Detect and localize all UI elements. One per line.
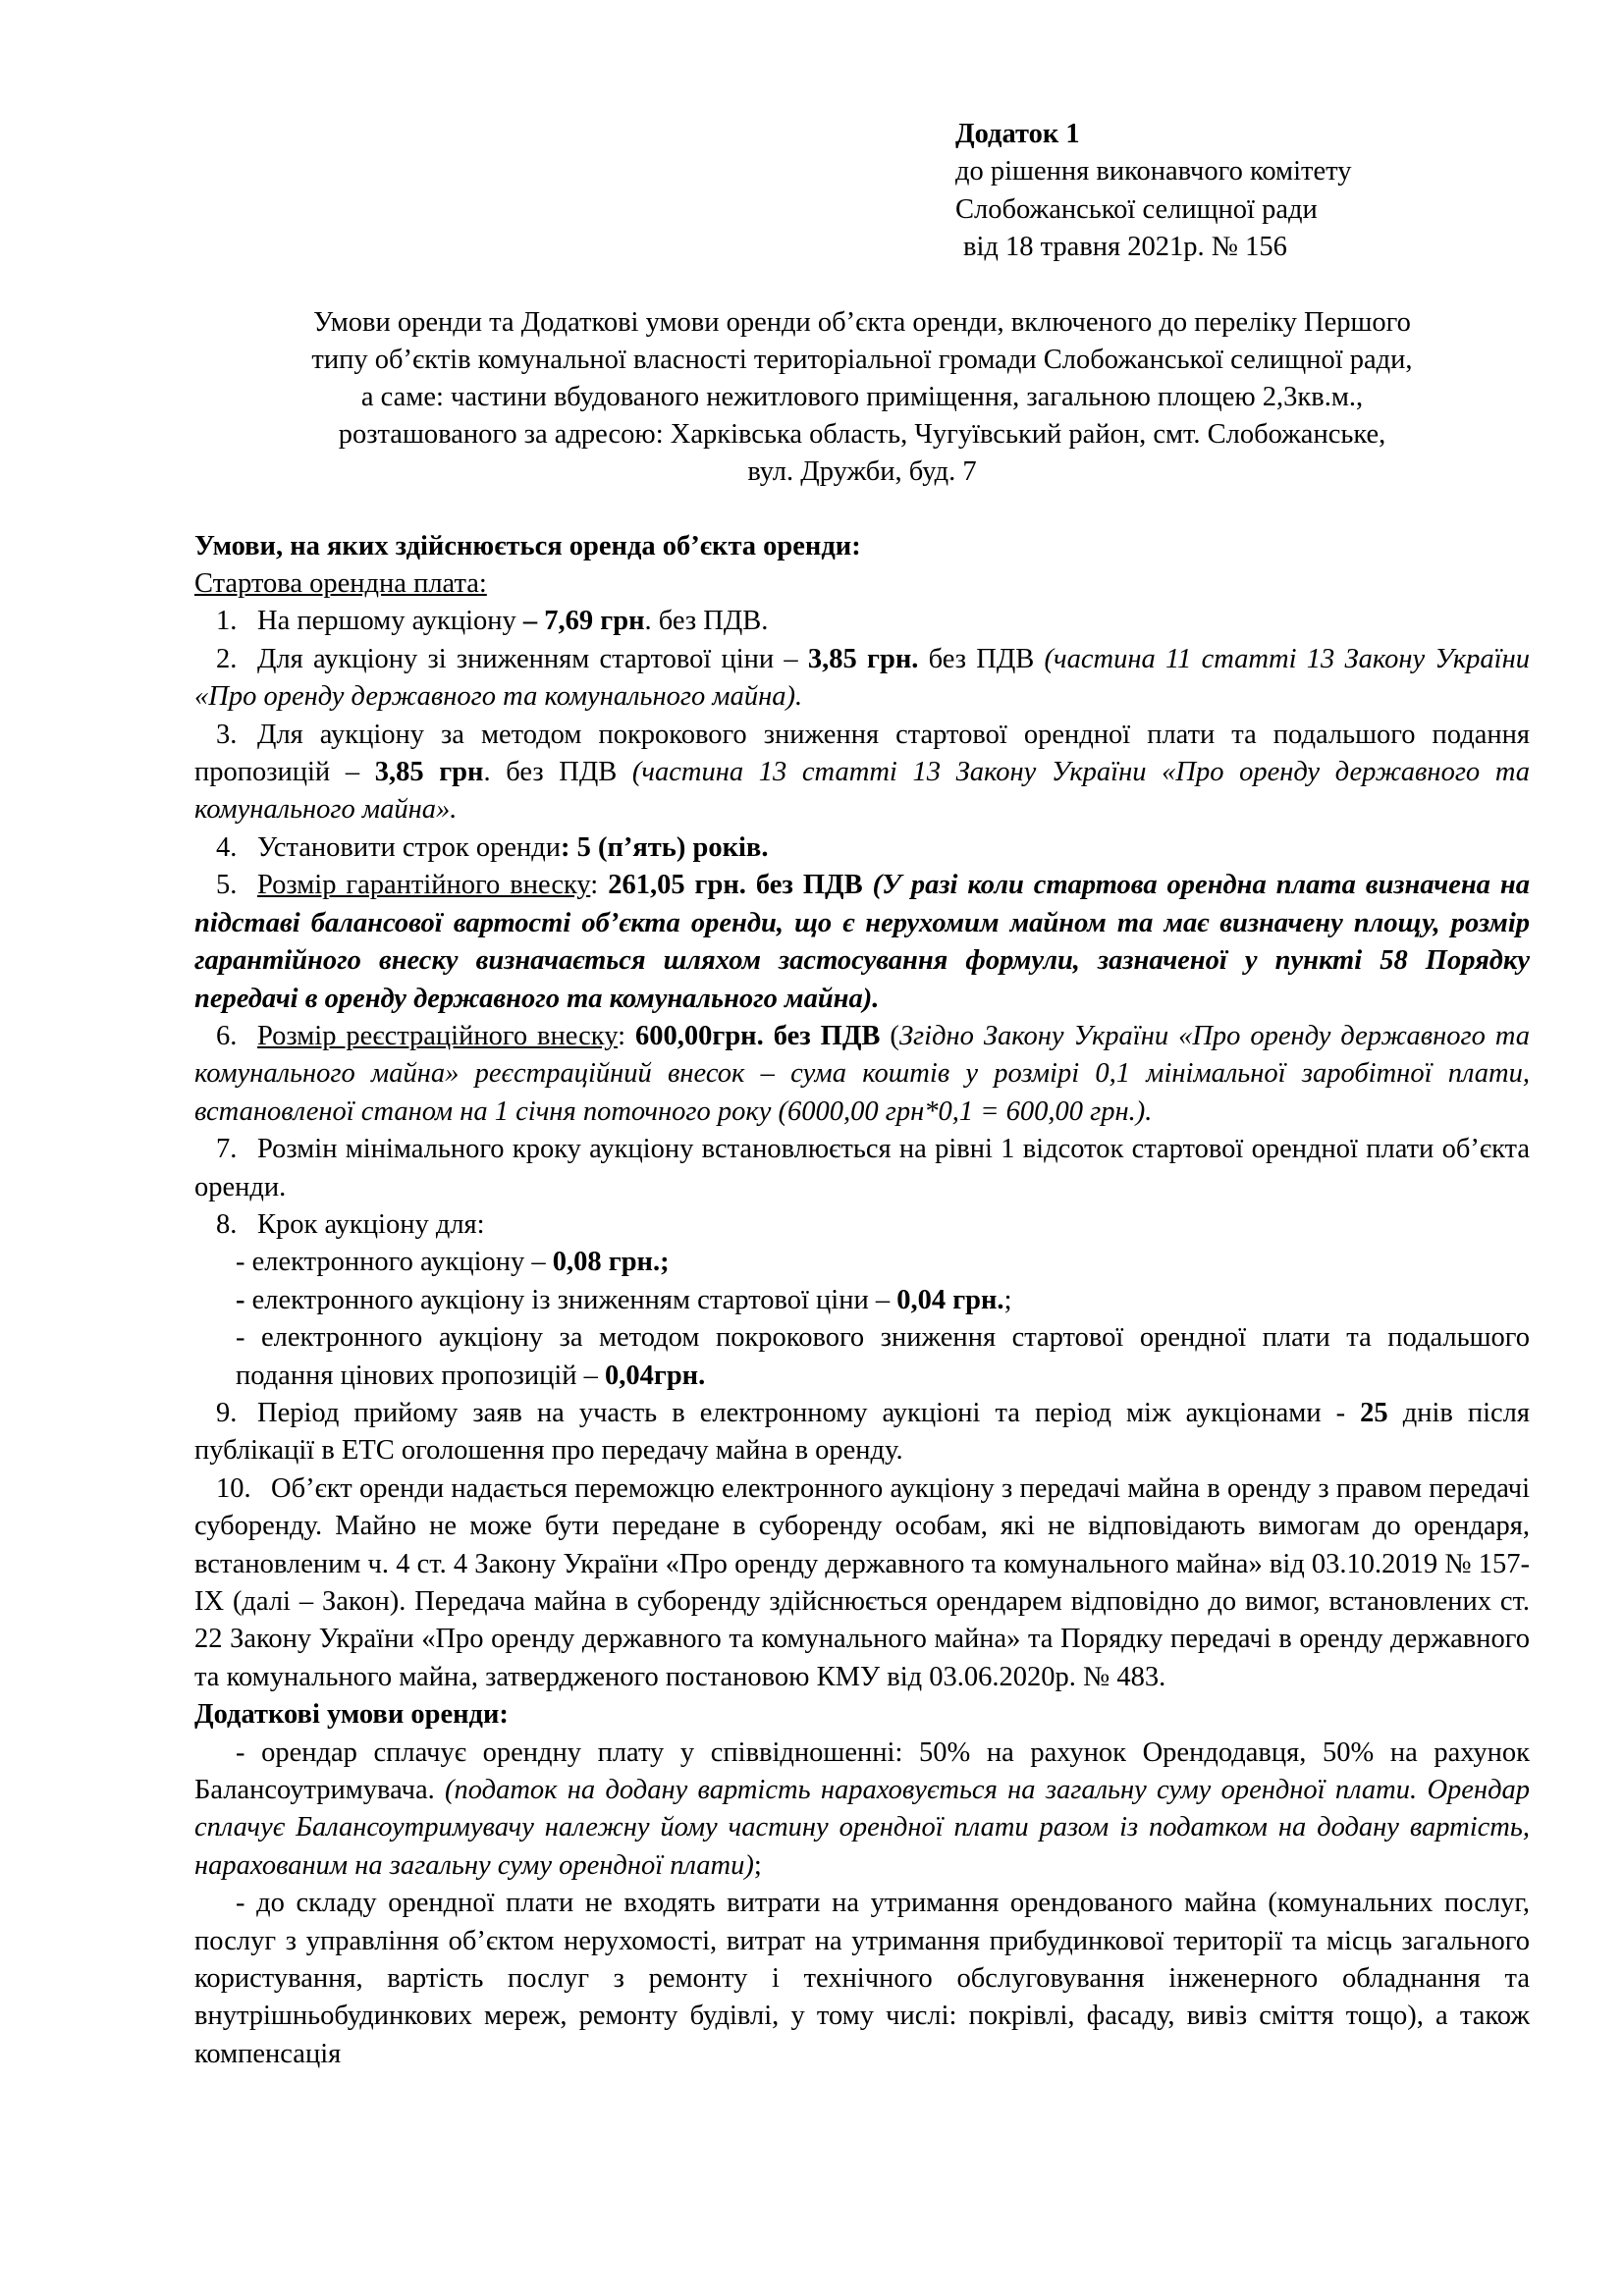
auction-step-stepwise: - електронного аукціону за методом покрокового зниження стартової орендної плати та подальшого подання цінових пропозицій – 0,04грн. xyxy=(236,1322,1530,1391)
item-number: 5. xyxy=(216,870,238,901)
condition-item-7: 7. Розмін мінімального кроку аукціону встановлюється на рівні 1 відсоток стартової орендної плати об’єкта оренди. xyxy=(194,1131,1530,1206)
condition-item-10: 10. Об’єкт оренди надається переможцю електронного аукціону з передачі майна в оренду з правом передачі суборенду. Майно не може бути передане в суборенду особам, які не відповідають вимогам до орендаря, встановленим ч. 4 ст. 4 Закону України «Про оренду державного та комунального майна» від 03.10.2019 № 157-IX (далі – Закон). Передача майна в суборенду здійснюється орендарем відповідно до вимог, встановлених ст. 22 Закону України «Про оренду державного та комунального майна» та Порядку передачі в оренду державного та комунального майна, затвердженого постановою КМУ від 03.06.2020р. № 483. xyxy=(194,1470,1530,1696)
start-rent-label: Стартова орендна плата: xyxy=(194,568,487,600)
additional-heading: Додаткові умови оренди: xyxy=(194,1699,509,1731)
document-subject xyxy=(194,304,1530,491)
subject-line-4: розташованого за адресою: Харківська область, Чугуївський район, смт. Слобожанське, xyxy=(338,418,1386,450)
addendum-header xyxy=(955,116,1530,267)
condition-item-2: 2. Для аукціону зі зниженням стартової ціни – 3,85 грн. без ПДВ (частина 11 статті 13 Закону України «Про оренду державного та комунального майна). xyxy=(194,641,1530,717)
item-number: 3. xyxy=(216,719,238,750)
conditions-heading: Умови, на яких здійснюється оренда об’єкта оренди: xyxy=(194,530,861,561)
subject-line-1: Умови оренди та Додаткові умови оренди об’єкта оренди, включеного до переліку Першого xyxy=(313,306,1411,338)
item-number: 6. xyxy=(216,1020,238,1051)
condition-item-4: 4. Установити строк оренди: 5 (п’ять) років. xyxy=(194,829,1530,867)
subject-line-3: а саме: частини вбудованого нежитлового приміщення, загальною площею 2,3кв.м., xyxy=(360,381,1364,412)
condition-item-1: 1. На першому аукціону – 7,69 грн. без ПДВ. xyxy=(194,603,1530,640)
item-number: 9. xyxy=(216,1397,238,1428)
auction-step-electronic: - електронного аукціону – 0,08 грн.; xyxy=(236,1247,670,1278)
condition-item-5: 5. Розмір гарантійного внеску: 261,05 грн. без ПДВ (У разі коли стартова орендна плата визначена на підставі балансової вартості об’єкта оренди, що є нерухомим майном та має визначену площу, розмір гарантійного внеску визначається шляхом застосування формули, зазначеної у пункті 58 Порядку передачі в оренду державного та комунального майна). xyxy=(194,867,1530,1018)
subject-line-5: вул. Дружби, буд. 7 xyxy=(747,455,977,487)
addendum-line-2: Слобожанської селищної ради xyxy=(955,193,1318,225)
condition-item-8: 8. Крок аукціону для: xyxy=(194,1206,1530,1244)
condition-item-9: 9. Період прийому заяв на участь в електронному аукціоні та період між аукціонами - 25 днів після публікації в ЕТС оголошення про передачу майна в оренду. xyxy=(194,1395,1530,1470)
item-number: 7. xyxy=(216,1134,238,1165)
item-number: 1. xyxy=(216,606,238,637)
document-page xyxy=(194,116,1530,2073)
additional-item-2: - до складу орендної плати не входять витрати на утримання орендованого майна (комунальних послуг, послуг з управління об’єктом нерухомості, витрат на утримання прибудинкової території та місць загального користування, вартість послуг з ремонту і технічного обслуговування інженерного обладнання та внутрішньобудинкових мереж, ремонту будівлі, у тому числі: покрівлі, фасаду, вивіз сміття тощо), а також компенсація xyxy=(194,1888,1530,2069)
condition-item-3: 3. Для аукціону за методом покрокового зниження стартової орендної плати та подальшого подання пропозицій – 3,85 грн. без ПДВ (частина 13 статті 13 Закону України «Про оренду державного та комунального майна». xyxy=(194,717,1530,829)
additional-item-1: - орендар сплачує орендну плату у співвідношенні: 50% на рахунок Орендодавця, 50% на рахунок Балансоутримувача. (податок на додану вартість нараховується на загальну суму орендної плати. Орендар сплачує Балансоутримувачу належну йому частину орендної плати разом із податком на додану вартість, нарахованим на загальну суму орендної плати); xyxy=(194,1736,1530,1881)
item-number: 2. xyxy=(216,643,238,674)
item-number: 8. xyxy=(216,1208,238,1240)
auction-step-reduced: - електронного аукціону із зниженням стартової ціни – 0,04 грн.; xyxy=(236,1284,1012,1315)
condition-item-6: 6. Розмір реєстраційного внеску: 600,00грн. без ПДВ (Згідно Закону України «Про оренду державного та комунального майна» реєстраційний внесок – сума коштів у розмірі 0,1 мінімальної заробітної плати, встановленої станом на 1 січня поточного року (6000,00 грн*0,1 = 600,00 грн.). xyxy=(194,1018,1530,1131)
addendum-line-3: від 18 травня 2021р. № 156 xyxy=(963,232,1287,263)
subject-line-2: типу об’єктів комунальної власності територіальної громади Слобожанської селищної ради, xyxy=(311,344,1413,375)
item-number: 4. xyxy=(216,831,238,863)
item-number: 10. xyxy=(216,1472,251,1504)
addendum-line-1: до рішення виконавчого комітету xyxy=(955,156,1352,187)
addendum-title: Додаток 1 xyxy=(955,119,1080,149)
